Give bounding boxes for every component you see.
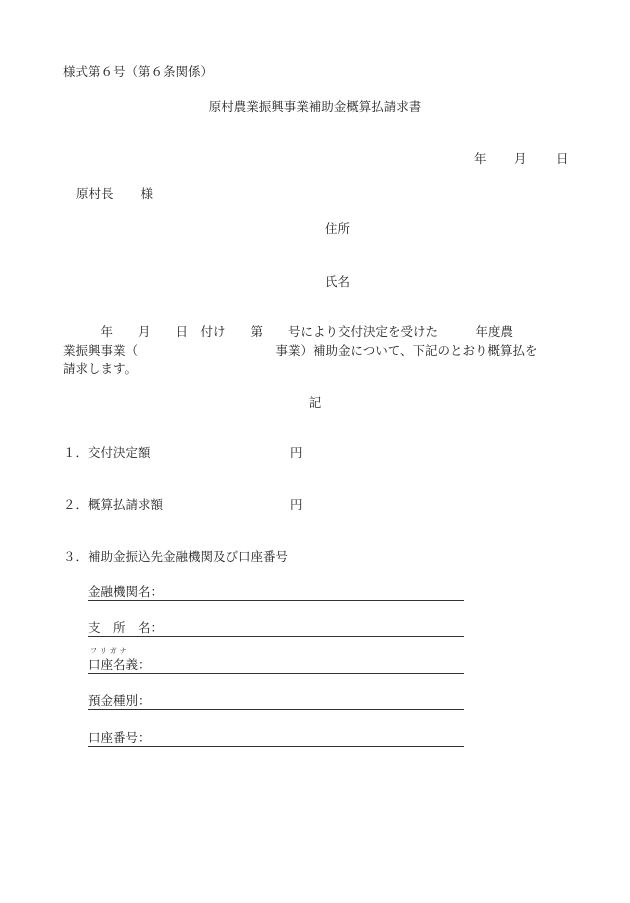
address-label: 住所 xyxy=(325,221,351,236)
body-text-line-1: 年 月 日 付け 第 号により交付決定を受けた 年度農 xyxy=(63,324,514,339)
addressee-name: 原村長 xyxy=(76,186,114,201)
date-day: 日 xyxy=(556,151,569,166)
name-label: 氏名 xyxy=(325,274,351,289)
item-advance-request-unit: 円 xyxy=(290,497,303,512)
item-bank-account-heading: ３．補助金振込先金融機関及び口座番号 xyxy=(63,549,289,564)
account-number-field[interactable] xyxy=(88,730,464,747)
form-number: 様式第６号（第６条関係） xyxy=(63,64,214,79)
item-advance-request-amount: ２．概算払請求額 xyxy=(63,497,164,512)
bank-name-field[interactable] xyxy=(88,584,464,601)
item-grant-decision-unit: 円 xyxy=(290,445,303,460)
addressee xyxy=(76,186,153,201)
account-holder-field[interactable] xyxy=(88,647,464,674)
document-title: 原村農業振興事業補助金概算払請求書 xyxy=(208,99,422,114)
furigana-label: フリガナ xyxy=(90,647,130,655)
account-type-label: 預金種別： xyxy=(88,693,151,708)
ki-heading: 記 xyxy=(308,395,322,410)
account-type-field[interactable] xyxy=(88,693,464,710)
addressee-honorific: 様 xyxy=(140,186,154,201)
item-grant-decision-amount: １．交付決定額 xyxy=(63,445,151,460)
account-number-label: 口座番号： xyxy=(88,730,151,745)
bank-name-label: 金融機関名： xyxy=(88,584,164,599)
body-text-line-2: 業振興事業（ 事業）補助金について、下記のとおり概算払を xyxy=(63,343,538,358)
date-month: 月 xyxy=(514,151,527,166)
branch-name-field[interactable] xyxy=(88,620,464,637)
branch-name-label: 支 所 名： xyxy=(88,620,164,635)
body-text-line-3: 請求します。 xyxy=(63,361,138,376)
date-year: 年 xyxy=(474,151,487,166)
account-holder-label: 口座名義： xyxy=(88,657,151,672)
